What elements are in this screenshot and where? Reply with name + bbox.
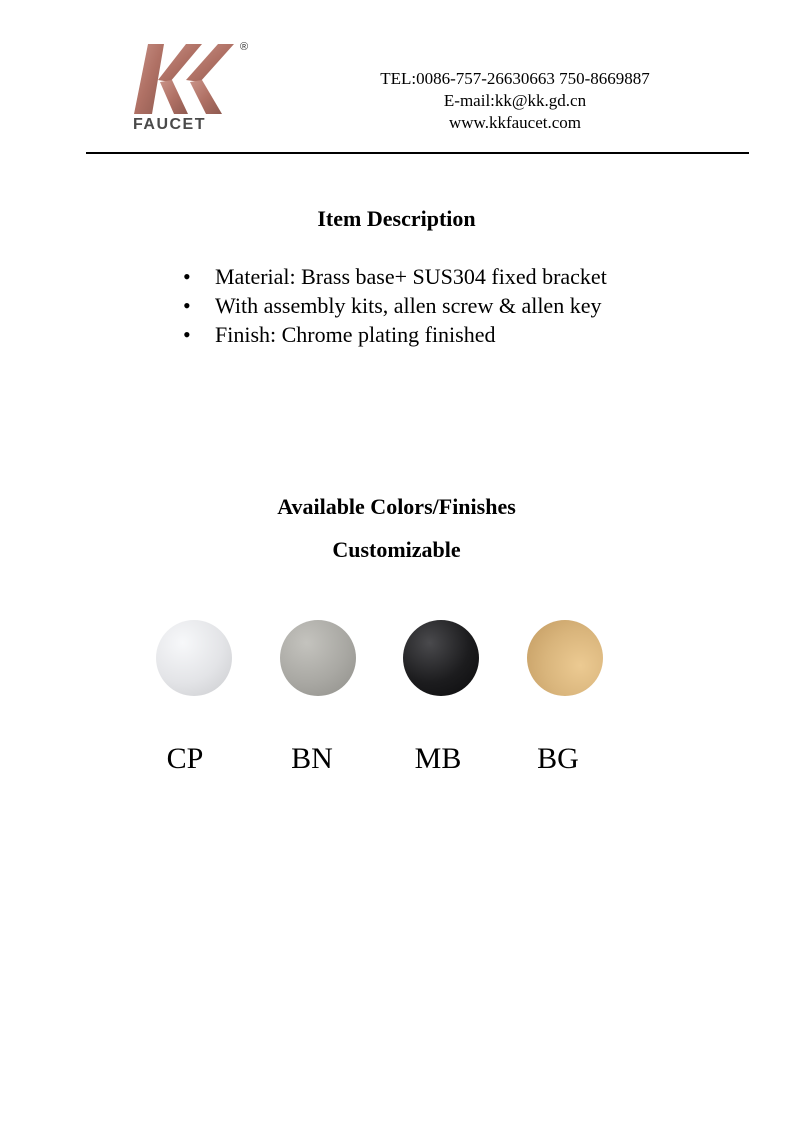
swatch-bn	[280, 620, 356, 696]
contact-website: www.kkfaucet.com	[448, 113, 581, 132]
list-item	[183, 291, 607, 320]
registered-mark: ®	[240, 41, 249, 53]
item-description-list	[183, 262, 607, 349]
list-item	[183, 262, 607, 291]
finish-label-mb: MB	[414, 742, 462, 775]
contact-tel: TEL:0086-757-26630663 750-8669887	[380, 69, 650, 88]
swatch-cp	[156, 620, 232, 696]
bullet-icon: •	[183, 322, 191, 347]
swatch-mb	[403, 620, 479, 696]
colors-subtitle: Customizable	[332, 537, 461, 562]
list-item-text: With assembly kits, allen screw & allen key	[215, 293, 602, 318]
finish-label-cp: CP	[166, 742, 204, 775]
list-item-text: Finish: Chrome plating finished	[215, 322, 496, 347]
contact-email: E-mail:kk@kk.gd.cn	[443, 91, 587, 110]
colors-title: Available Colors/Finishes	[277, 494, 516, 519]
finish-label-bg: BG	[537, 742, 579, 775]
list-item	[183, 320, 607, 349]
header-divider	[86, 152, 749, 154]
item-description-title: Item Description	[317, 206, 476, 231]
contact-info	[340, 68, 690, 134]
brand-logo	[130, 40, 260, 135]
kk-logo-icon	[130, 40, 245, 116]
list-item-text: Material: Brass base+ SUS304 fixed bracket	[215, 264, 607, 289]
logo-wordmark: FAUCET	[133, 116, 206, 133]
swatch-bg	[527, 620, 603, 696]
bullet-icon: •	[183, 264, 191, 289]
finish-label-bn: BN	[291, 742, 333, 775]
bullet-icon: •	[183, 293, 191, 318]
